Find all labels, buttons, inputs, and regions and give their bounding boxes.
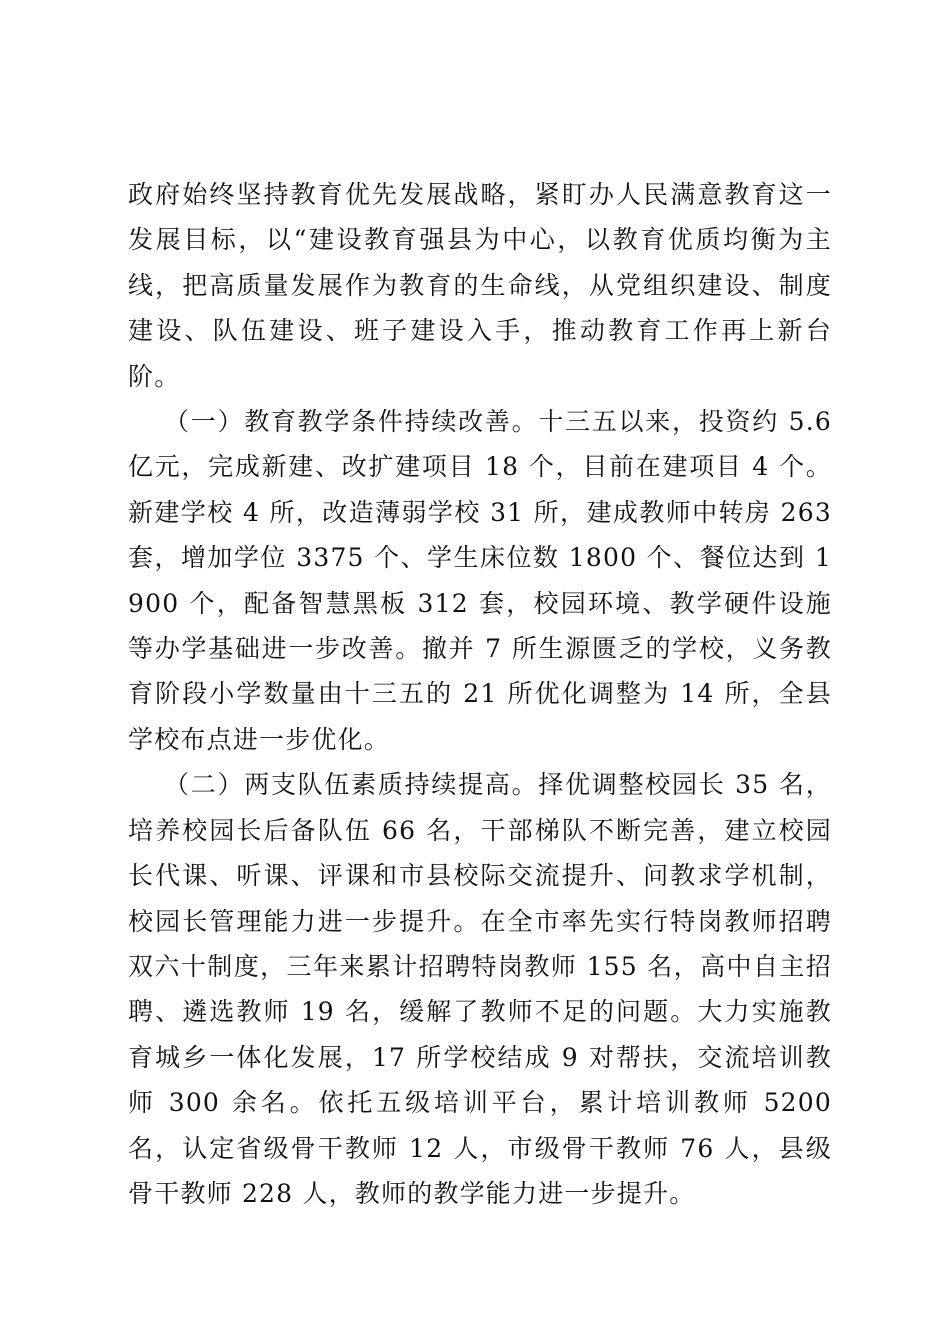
paragraph-intro: 政府始终坚持教育优先发展战略，紧盯办人民满意教育这一发展目标，以“建设教育强县为中心，以教育优质均衡为主线，把高质量发展作为教育的生命线，从党组织建设、制度建设、队伍建设、班子建设入手，推动教育工作再上新台阶。	[128, 180, 832, 391]
document-body	[128, 172, 832, 1216]
paragraph-section-1: （一）教育教学条件持续改善。十三五以来，投资约 5.6 亿元，完成新建、改扩建项目 18 个，目前在建项目 4 个。新建学校 4 所，改造薄弱学校 31 所，建成教师中转房 263 套，增加学位 3375 个、学生床位数 1800 个、餐位达到 1900 个，配备智慧黑板 312 套，校园环境、教学硬件设施等办学基础进一步改善。撤并 7 所生源匮乏的学校，义务教育阶段小学数量由十三五的 21 所优化调整为 14 所，全县学校布点进一步优化。	[128, 407, 832, 754]
paragraph-section-2: （二）两支队伍素质持续提高。择优调整校园长 35 名，培养校园长后备队伍 66 名，干部梯队不断完善，建立校园长代课、听课、评课和市县校际交流提升、问教求学机制，校园长管理能力进一步提升。在全市率先实行特岗教师招聘双六十制度，三年来累计招聘特岗教师 155 名，高中自主招聘、遴选教师 19 名，缓解了教师不足的问题。大力实施教育城乡一体化发展，17 所学校结成 9 对帮扶，交流培训教师 300 余名。依托五级培训平台，累计培训教师 5200 名，认定省级骨干教师 12 人，市级骨干教师 76 人，县级骨干教师 228 人，教师的教学能力进一步提升。	[128, 770, 832, 1208]
